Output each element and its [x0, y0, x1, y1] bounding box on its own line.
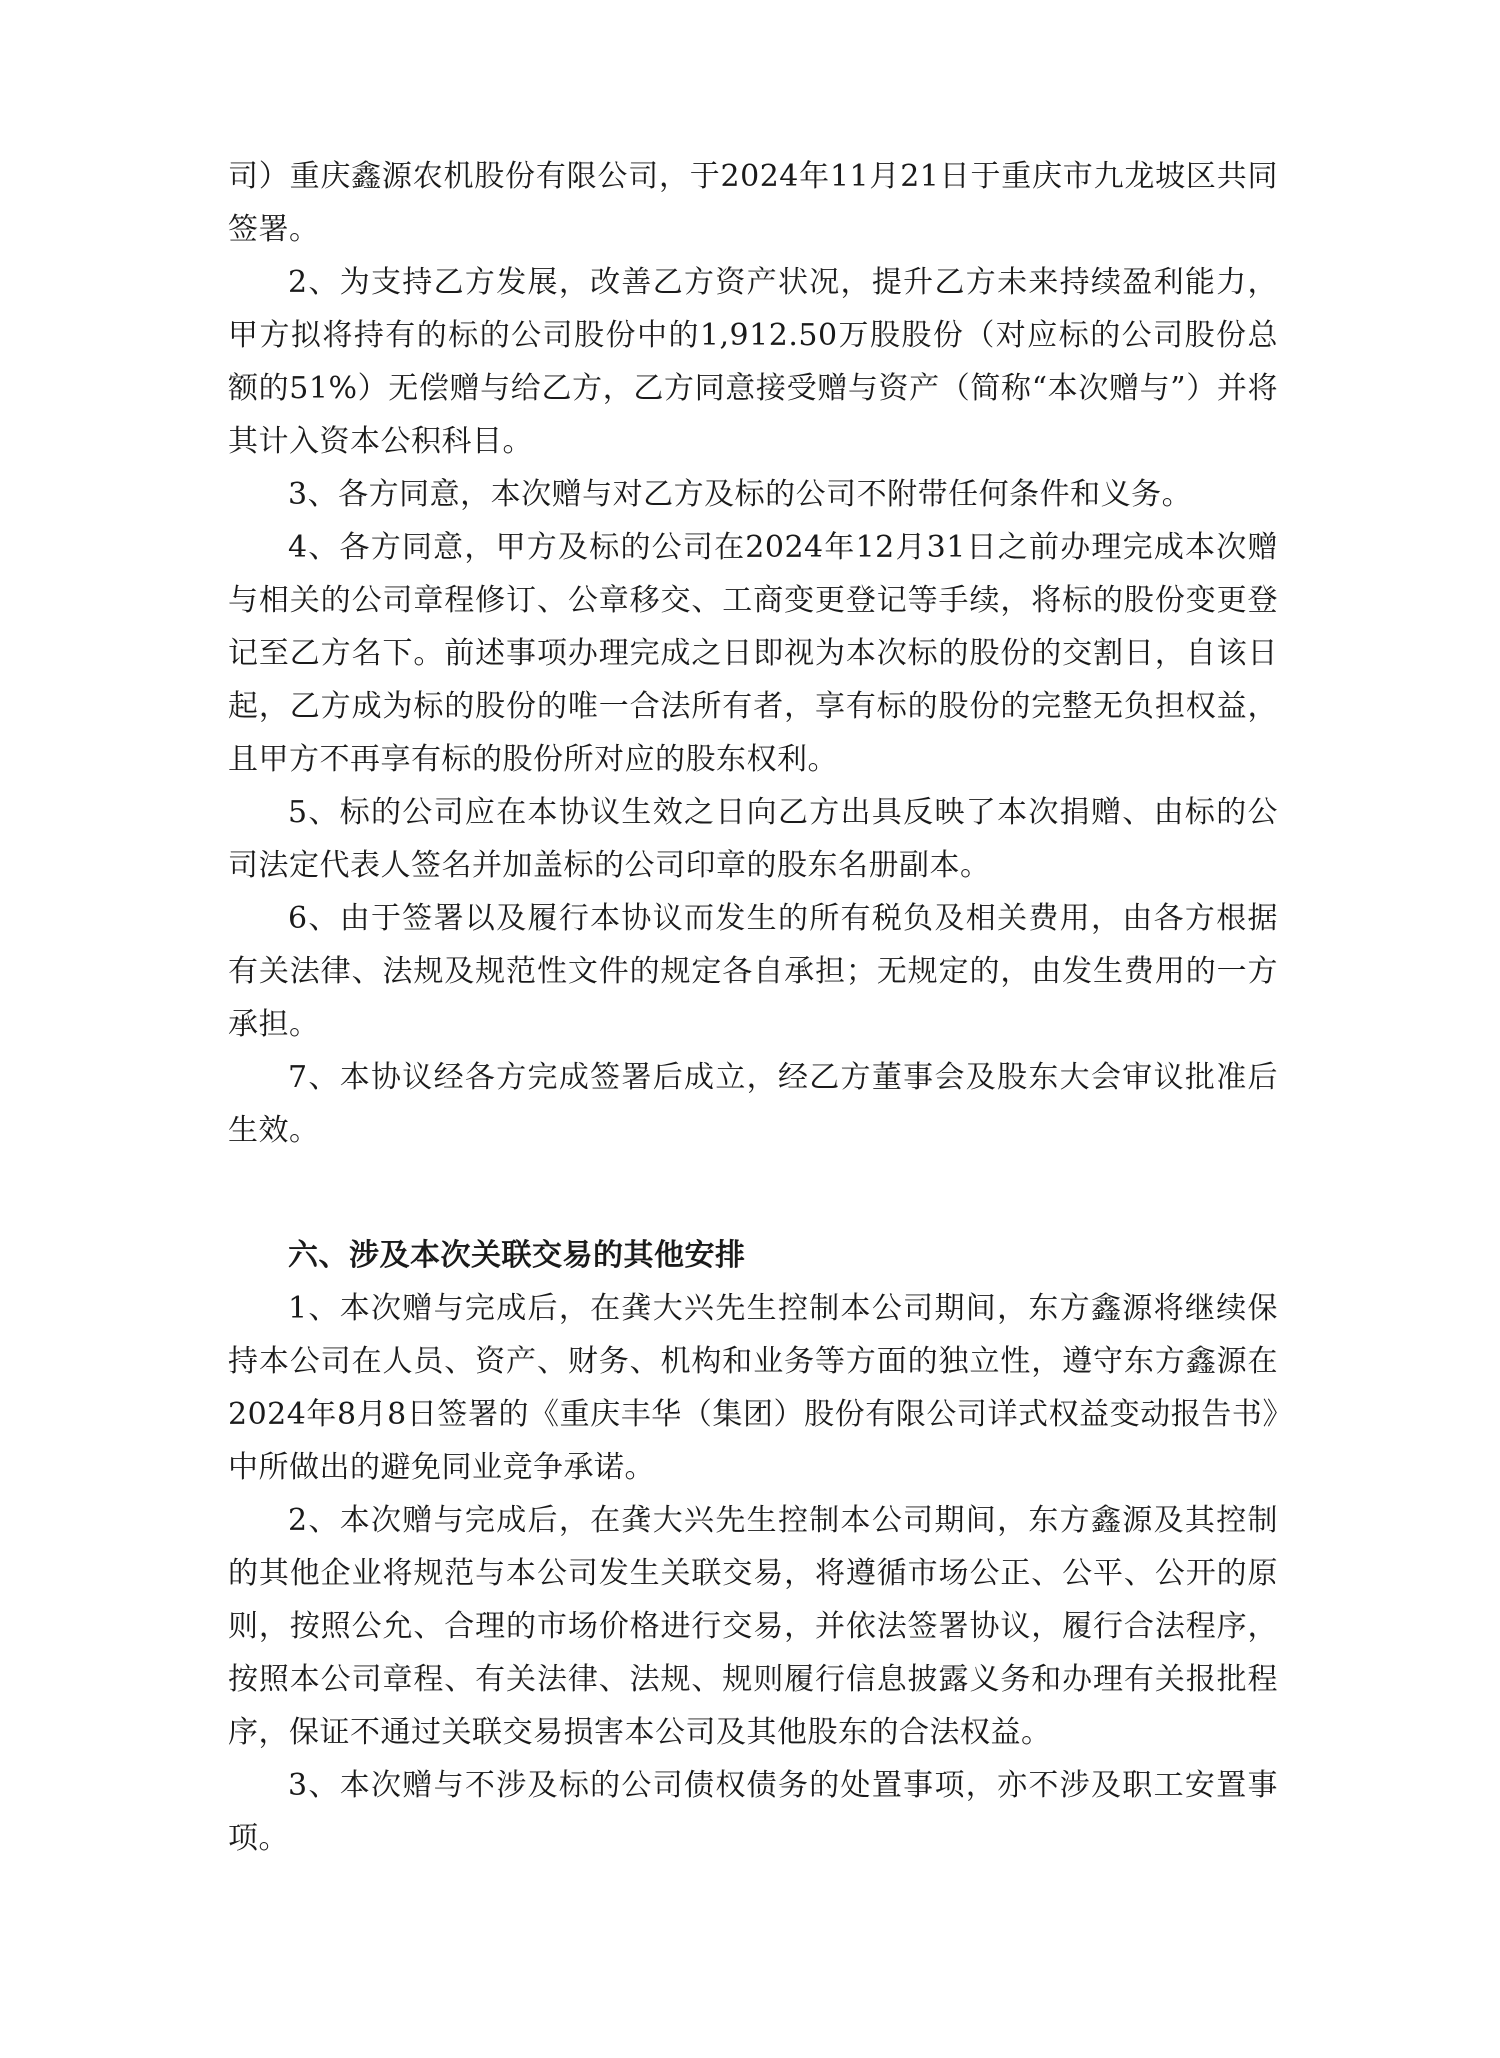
arrangement-2: 2、本次赠与完成后，在龚大兴先生控制本公司期间，东方鑫源及其控制的其他企业将规范与本公司发生关联交易，将遵循市场公正、公平、公开的原则，按照公允、合理的市场价格进行交易，并依法签署协议，履行合法程序，按照本公司章程、有关法律、法规、规则履行信息披露义务和办理有关报批程序，保证不通过关联交易损害本公司及其他股东的合法权益。	[228, 1503, 1278, 1750]
clause-3: 3、各方同意，本次赠与对乙方及标的公司不附带任何条件和义务。	[288, 477, 1193, 512]
arrangement-3: 3、本次赠与不涉及标的公司债权债务的处置事项，亦不涉及职工安置事项。	[228, 1768, 1278, 1856]
clause-5: 5、标的公司应在本协议生效之日向乙方出具反映了本次捐赠、由标的公司法定代表人签名并加盖标的公司印章的股东名册副本。	[228, 795, 1278, 883]
continuation-paragraph: 司）重庆鑫源农机股份有限公司，于2024年11月21日于重庆市九龙坡区共同签署。	[228, 159, 1278, 247]
clause-7: 7、本协议经各方完成签署后成立，经乙方董事会及股东大会审议批准后生效。	[228, 1060, 1278, 1148]
document-page	[228, 150, 1278, 1865]
clause-6: 6、由于签署以及履行本协议而发生的所有税负及相关费用，由各方根据有关法律、法规及规范性文件的规定各自承担；无规定的，由发生费用的一方承担。	[228, 901, 1278, 1042]
arrangement-1: 1、本次赠与完成后，在龚大兴先生控制本公司期间，东方鑫源将继续保持本公司在人员、资产、财务、机构和业务等方面的独立性，遵守东方鑫源在2024年8月8日签署的《重庆丰华（集团）股份有限公司详式权益变动报告书》中所做出的避免同业竞争承诺。	[228, 1291, 1278, 1485]
section-heading: 六、涉及本次关联交易的其他安排	[288, 1238, 746, 1273]
section-gap	[228, 1157, 1278, 1229]
clause-2: 2、为支持乙方发展，改善乙方资产状况，提升乙方未来持续盈利能力，甲方拟将持有的标的公司股份中的1,912.50万股股份（对应标的公司股份总额的51%）无偿赠与给乙方，乙方同意接受赠与资产（简称“本次赠与”）并将其计入资本公积科目。	[228, 265, 1278, 459]
clause-4: 4、各方同意，甲方及标的公司在2024年12月31日之前办理完成本次赠与相关的公司章程修订、公章移交、工商变更登记等手续，将标的股份变更登记至乙方名下。前述事项办理完成之日即视为本次标的股份的交割日，自该日起，乙方成为标的股份的唯一合法所有者，享有标的股份的完整无负担权益，且甲方不再享有标的股份所对应的股东权利。	[228, 530, 1278, 777]
